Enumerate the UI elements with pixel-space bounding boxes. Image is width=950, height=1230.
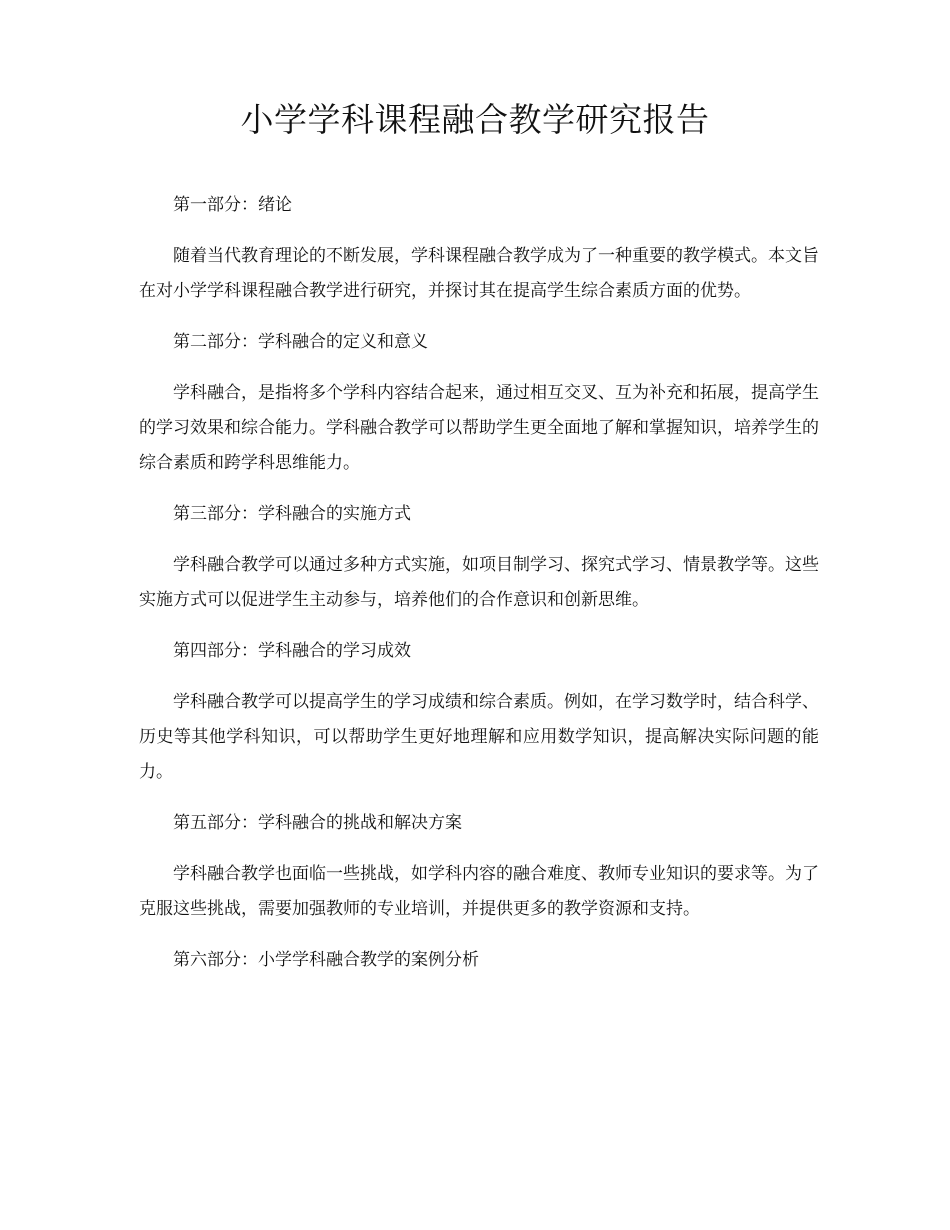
section-paragraph-4: 学科融合教学可以提高学生的学习成绩和综合素质。例如，在学习数学时，结合科学、历史等其他学科知识，可以帮助学生更好地理解和应用数学知识，提高解决实际问题的能力。: [139, 692, 819, 782]
section-paragraph-3: 学科融合教学可以通过多种方式实施，如项目制学习、探究式学习、情景教学等。这些实施方式可以促进学生主动参与，培养他们的合作意识和创新思维。: [139, 555, 819, 610]
document-body: [139, 188, 819, 994]
section-paragraph-2: 学科融合，是指将多个学科内容结合起来，通过相互交叉、互为补充和拓展，提高学生的学习效果和综合能力。学科融合教学可以帮助学生更全面地了解和掌握知识，培养学生的综合素质和跨学科思维能力。: [139, 383, 819, 473]
section-heading-4: 第四部分：学科融合的学习成效: [173, 641, 411, 661]
document-title: 小学学科课程融合教学研究报告: [240, 100, 710, 139]
section-paragraph-1: 随着当代教育理论的不断发展，学科课程融合教学成为了一种重要的教学模式。本文旨在对小学学科课程融合教学进行研究，并探讨其在提高学生综合素质方面的优势。: [139, 246, 819, 301]
section-heading-3: 第三部分：学科融合的实施方式: [173, 504, 411, 524]
section-heading-2: 第二部分：学科融合的定义和意义: [173, 332, 428, 352]
section-paragraph-5: 学科融合教学也面临一些挑战，如学科内容的融合难度、教师专业知识的要求等。为了克服这些挑战，需要加强教师的专业培训，并提供更多的教学资源和支持。: [139, 864, 819, 919]
section-heading-5: 第五部分：学科融合的挑战和解决方案: [173, 813, 462, 833]
section-heading-6: 第六部分：小学学科融合教学的案例分析: [173, 950, 479, 970]
section-heading-1: 第一部分：绪论: [173, 195, 292, 215]
